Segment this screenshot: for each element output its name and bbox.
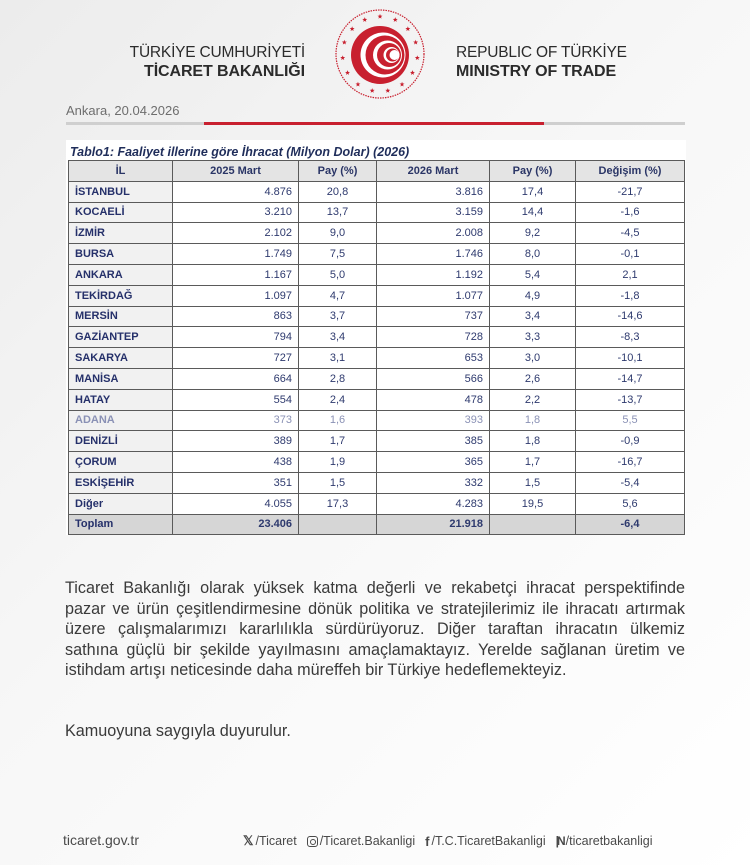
value-2026-cell: 1.746: [377, 244, 490, 265]
emblem-star-icon: [345, 70, 350, 75]
value-2026-cell: 393: [377, 410, 490, 431]
social-link-instagram[interactable]: [307, 834, 415, 848]
change-cell: -0,1: [576, 244, 685, 265]
city-cell: ANKARA: [69, 264, 173, 285]
date-line: Ankara, 20.04.2026: [66, 103, 180, 118]
header-right-line2: MINISTRY OF TRADE: [456, 63, 617, 80]
city-cell: BURSA: [69, 244, 173, 265]
value-2025-cell: 1.749: [173, 244, 299, 265]
emblem-star-icon: [370, 88, 375, 93]
divider-accent: [204, 122, 544, 125]
value-2026-cell: 653: [377, 348, 490, 369]
emblem-star-icon: [355, 82, 360, 87]
table-row: [69, 472, 685, 493]
social-link-x[interactable]: [243, 833, 297, 849]
table-row: [69, 327, 685, 348]
share-2026-cell: 1,5: [490, 472, 576, 493]
column-header: Değişim (%): [576, 161, 685, 182]
value-2026-cell: 3.159: [377, 202, 490, 223]
share-2026-cell: 1,8: [490, 431, 576, 452]
share-2025-cell: 4,7: [299, 285, 377, 306]
value-2026-cell: 385: [377, 431, 490, 452]
value-2025-cell: 794: [173, 327, 299, 348]
export-table: [68, 160, 685, 535]
table-row: [69, 285, 685, 306]
body-paragraph: Ticaret Bakanlığı olarak yüksek katma değerli ve rekabetçi ihracat perspektifinde pazar ve ürün çeşitlendirmesine dönük politika ve stratejilerimiz ile ihracatı artırmak üzere çalışmalarımızı kararlılıkla sürdürüyoruz. Diğer taraftan ihracatın ülkemiz sathına güçlü bir şekilde yayılmasını amaçlamaktayız. Yerelde sağlanan üretim ve istihdam artışı neticesinde daha müreffeh bir Türkiye hedeflemekteyiz.: [65, 579, 685, 679]
value-2025-cell: 438: [173, 452, 299, 473]
share-2026-cell: 2,2: [490, 389, 576, 410]
emblem-star-icon: [378, 14, 383, 19]
table-row: [69, 389, 685, 410]
emblem-star-icon: [400, 82, 405, 87]
value-2025-cell: 664: [173, 368, 299, 389]
table-title: Tablo1: Faaliyet illerine göre İhracat (Milyon Dolar) (2026): [70, 145, 410, 159]
city-cell: MERSİN: [69, 306, 173, 327]
social-handle: /Ticaret.Bakanligi: [319, 834, 416, 848]
share-2025-cell: 7,5: [299, 244, 377, 265]
change-cell: -6,4: [576, 514, 685, 535]
city-cell: Diğer: [69, 493, 173, 514]
table-row: [69, 431, 685, 452]
city-cell: ADANA: [69, 410, 173, 431]
header-left: [120, 43, 305, 81]
column-header: Pay (%): [490, 161, 576, 182]
value-2026-cell: 332: [377, 472, 490, 493]
table-row: [69, 202, 685, 223]
table-row: [69, 410, 685, 431]
table-row: [69, 306, 685, 327]
share-2025-cell: 1,9: [299, 452, 377, 473]
city-cell: MANİSA: [69, 368, 173, 389]
emblem-star-icon: [362, 17, 367, 22]
share-2026-cell: 4,9: [490, 285, 576, 306]
emblem-star-icon: [413, 40, 418, 45]
emblem-star-icon: [393, 17, 398, 22]
value-2026-cell: 1.192: [377, 264, 490, 285]
city-cell: İZMİR: [69, 223, 173, 244]
social-handle: /Ticaret: [255, 834, 297, 848]
change-cell: 5,5: [576, 410, 685, 431]
emblem-star-icon: [410, 70, 415, 75]
value-2026-cell: 4.283: [377, 493, 490, 514]
city-cell: ÇORUM: [69, 452, 173, 473]
column-header: 2025 Mart: [173, 161, 299, 182]
change-cell: -1,6: [576, 202, 685, 223]
city-cell: DENİZLİ: [69, 431, 173, 452]
change-cell: -21,7: [576, 181, 685, 202]
social-link-facebook[interactable]: [425, 834, 546, 849]
value-2025-cell: 554: [173, 389, 299, 410]
table-row: [69, 264, 685, 285]
table-row: [69, 452, 685, 473]
export-table-container: [66, 140, 686, 535]
share-2025-cell: 3,1: [299, 348, 377, 369]
share-2026-cell: 8,0: [490, 244, 576, 265]
value-2026-cell: 478: [377, 389, 490, 410]
table-row: [69, 223, 685, 244]
value-2025-cell: 3.210: [173, 202, 299, 223]
share-2026-cell: 3,3: [490, 327, 576, 348]
value-2025-cell: 863: [173, 306, 299, 327]
column-header: 2026 Mart: [377, 161, 490, 182]
city-cell: ESKİŞEHİR: [69, 472, 173, 493]
column-header: Pay (%): [299, 161, 377, 182]
header-right: [456, 43, 656, 81]
share-2025-cell: 13,7: [299, 202, 377, 223]
value-2026-cell: 2.008: [377, 223, 490, 244]
change-cell: -10,1: [576, 348, 685, 369]
change-cell: 5,6: [576, 493, 685, 514]
city-cell: SAKARYA: [69, 348, 173, 369]
value-2025-cell: 23.406: [173, 514, 299, 535]
city-cell: İSTANBUL: [69, 181, 173, 202]
change-cell: -4,5: [576, 223, 685, 244]
share-2026-cell: 17,4: [490, 181, 576, 202]
city-cell: TEKİRDAĞ: [69, 285, 173, 306]
value-2025-cell: 727: [173, 348, 299, 369]
value-2026-cell: 728: [377, 327, 490, 348]
value-2025-cell: 389: [173, 431, 299, 452]
value-2026-cell: 3.816: [377, 181, 490, 202]
header-right-line1: REPUBLIC OF TÜRKİYE: [456, 44, 627, 61]
share-2025-cell: 2,8: [299, 368, 377, 389]
value-2025-cell: 1.167: [173, 264, 299, 285]
value-2026-cell: 1.077: [377, 285, 490, 306]
closing-line: Kamuoyuna saygıyla duyurulur.: [65, 722, 291, 740]
emblem-star-icon: [342, 40, 347, 45]
table-row: [69, 244, 685, 265]
share-2026-cell: 9,2: [490, 223, 576, 244]
emblem-star-icon: [350, 26, 355, 31]
change-cell: -14,7: [576, 368, 685, 389]
change-cell: -1,8: [576, 285, 685, 306]
change-cell: -13,7: [576, 389, 685, 410]
table-row: [69, 368, 685, 389]
x-icon: 𝕏: [243, 833, 254, 848]
ministry-emblem-icon: [334, 8, 426, 100]
change-cell: 2,1: [576, 264, 685, 285]
share-2026-cell: 19,5: [490, 493, 576, 514]
change-cell: -0,9: [576, 431, 685, 452]
header-left-line1: TÜRKİYE CUMHURİYETİ: [129, 44, 305, 61]
table-total-row: [69, 514, 685, 535]
value-2026-cell: 737: [377, 306, 490, 327]
table-row: [69, 348, 685, 369]
share-2026-cell: 1,7: [490, 452, 576, 473]
value-2025-cell: 351: [173, 472, 299, 493]
value-2026-cell: 566: [377, 368, 490, 389]
table-header-row: [69, 161, 685, 182]
share-2025-cell: 17,3: [299, 493, 377, 514]
header-left-line2: TİCARET BAKANLIĞI: [144, 63, 305, 80]
city-cell: KOCAELİ: [69, 202, 173, 223]
share-2025-cell: 5,0: [299, 264, 377, 285]
city-cell: Toplam: [69, 514, 173, 535]
share-2026-cell: 5,4: [490, 264, 576, 285]
social-handle: /ticaretbakanligi: [565, 834, 653, 848]
value-2025-cell: 4.055: [173, 493, 299, 514]
share-2025-cell: 20,8: [299, 181, 377, 202]
emblem-star-icon: [405, 26, 410, 31]
city-cell: HATAY: [69, 389, 173, 410]
share-2025-cell: 9,0: [299, 223, 377, 244]
nsosyal-icon: |N: [555, 834, 564, 848]
change-cell: -16,7: [576, 452, 685, 473]
share-2026-cell: 14,4: [490, 202, 576, 223]
facebook-icon: f: [425, 833, 430, 849]
share-2025-cell: 3,4: [299, 327, 377, 348]
social-links: [243, 833, 653, 849]
value-2025-cell: 4.876: [173, 181, 299, 202]
value-2025-cell: 373: [173, 410, 299, 431]
change-cell: -14,6: [576, 306, 685, 327]
share-2025-cell: 1,6: [299, 410, 377, 431]
change-cell: -8,3: [576, 327, 685, 348]
share-2026-cell: 3,4: [490, 306, 576, 327]
value-2025-cell: 1.097: [173, 285, 299, 306]
table-row: [69, 181, 685, 202]
share-2025-cell: [299, 514, 377, 535]
change-cell: -5,4: [576, 472, 685, 493]
city-cell: GAZİANTEP: [69, 327, 173, 348]
social-handle: /T.C.TicaretBakanligi: [431, 834, 546, 848]
emblem-star-icon: [340, 55, 345, 60]
share-2025-cell: 2,4: [299, 389, 377, 410]
share-2025-cell: 1,7: [299, 431, 377, 452]
share-2026-cell: [490, 514, 576, 535]
value-2025-cell: 2.102: [173, 223, 299, 244]
share-2025-cell: 3,7: [299, 306, 377, 327]
social-link-nsosyal[interactable]: [556, 834, 653, 848]
value-2026-cell: 21.918: [377, 514, 490, 535]
share-2025-cell: 1,5: [299, 472, 377, 493]
website-link[interactable]: ticaret.gov.tr: [63, 832, 139, 848]
column-header: İL: [69, 161, 173, 182]
share-2026-cell: 2,6: [490, 368, 576, 389]
emblem-star-icon: [415, 55, 420, 60]
table-row: [69, 493, 685, 514]
share-2026-cell: 1,8: [490, 410, 576, 431]
emblem-star-icon: [385, 88, 390, 93]
value-2026-cell: 365: [377, 452, 490, 473]
share-2026-cell: 3,0: [490, 348, 576, 369]
instagram-icon: [307, 836, 318, 847]
